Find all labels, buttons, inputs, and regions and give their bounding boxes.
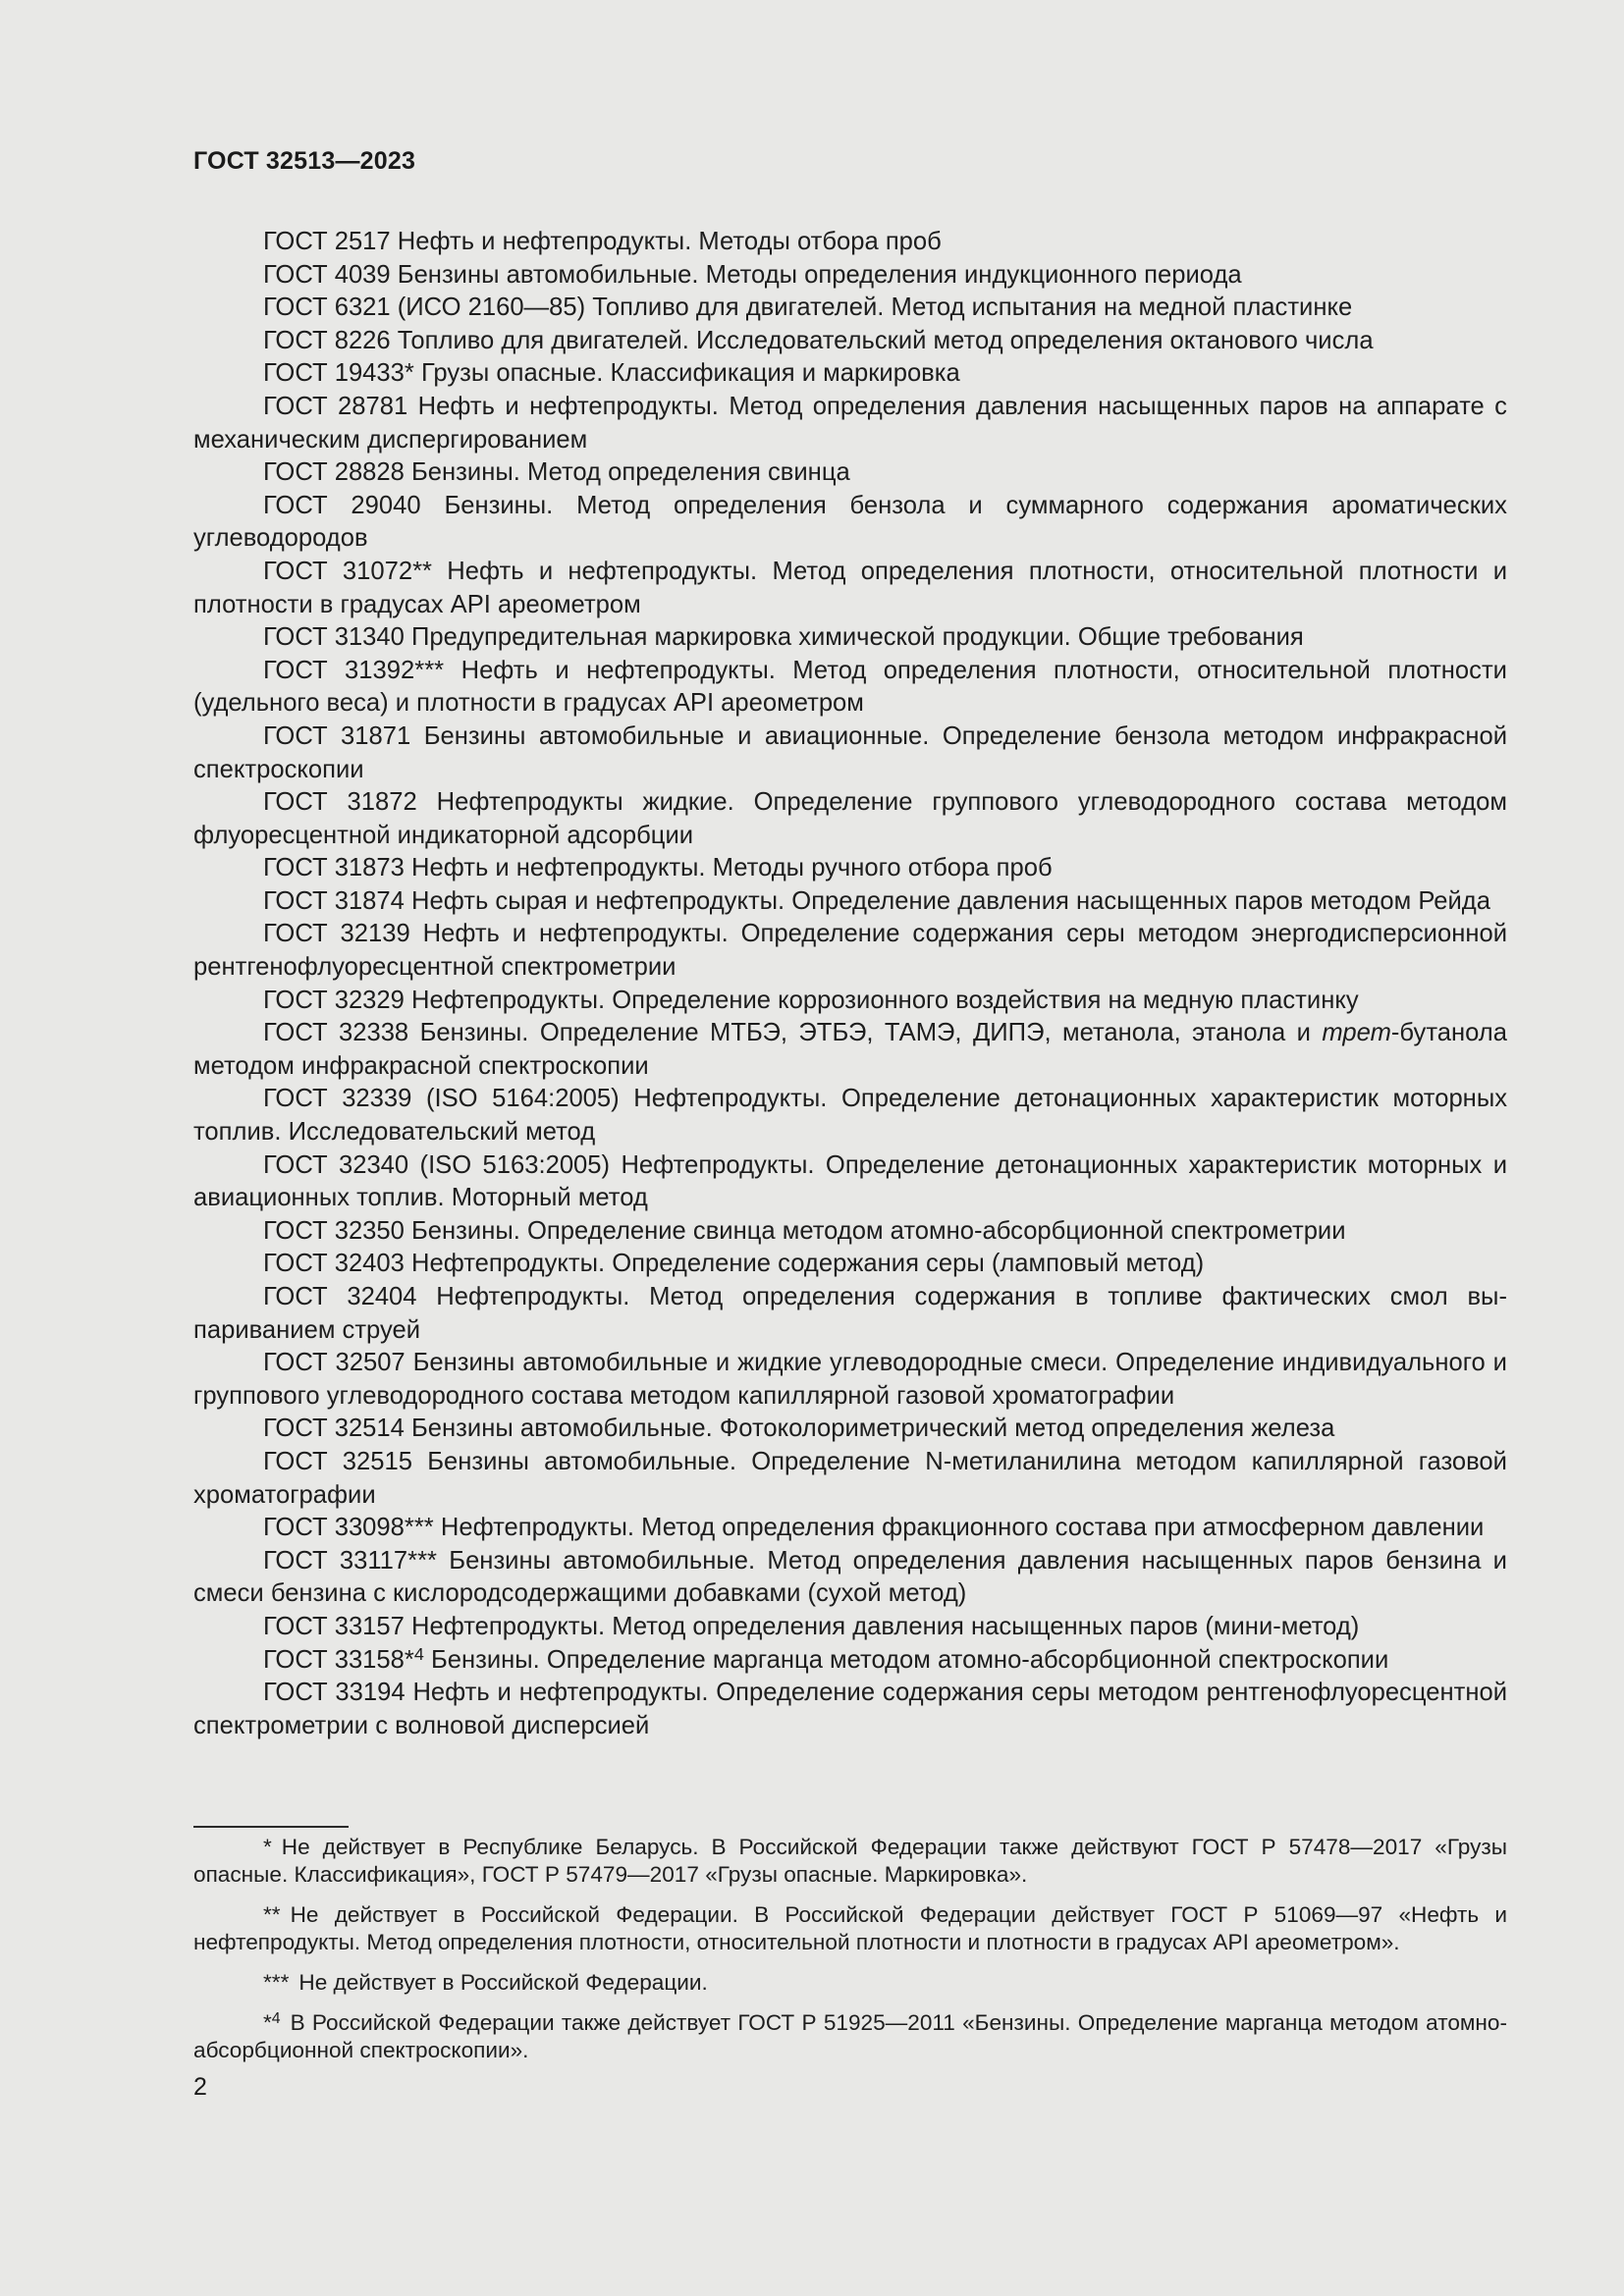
reference-item [193, 1413, 1507, 1446]
reference-code: ГОСТ 28828 [263, 458, 405, 487]
reference-code: ГОСТ 28781 [263, 392, 408, 420]
footnote [193, 1834, 1507, 1889]
reference-code: ГОСТ 31072 [263, 557, 413, 585]
reference-title: Нефть и нефтепродукты. Определение содержания серы методом рентгенофлуоресцентной спектрометрии с волновой дисперсией [193, 1679, 1507, 1739]
footnote-mark: ** [263, 1902, 281, 1927]
footnote-mark: *** [414, 656, 445, 684]
reference-item [193, 1611, 1507, 1644]
reference-title: Бензины автомобильные и авиационные. Определение бензола методом инфракрасной спектроскопии [193, 721, 1507, 783]
reference-code: ГОСТ 32515 [263, 1447, 412, 1475]
reference-item [193, 1017, 1507, 1083]
reference-item [193, 490, 1507, 556]
reference-code: ГОСТ 31872 [263, 788, 417, 817]
reference-title: Бензины автомобильные и жидкие углеводородные смеси. Определение индивидуального и группового углеводородного состава методом капиллярной газовой хроматографии [193, 1349, 1507, 1410]
footnote [193, 1969, 1507, 1997]
footnote [193, 2009, 1507, 2064]
reference-code: ГОСТ 32404 [263, 1283, 417, 1310]
reference-item [193, 852, 1507, 885]
reference-item [193, 357, 1507, 391]
reference-code: ГОСТ 33117 [263, 1546, 408, 1575]
footnote-mark: *** [407, 1546, 438, 1575]
reference-item [193, 1248, 1507, 1281]
reference-item [193, 456, 1507, 490]
page-number: 2 [193, 2073, 207, 2101]
reference-title: Нефть и нефтепродукты. Определение содержания серы методом энергодисперсионной рентгенофлуоресцентной спектрометрии [193, 920, 1507, 982]
reference-item [193, 1677, 1507, 1742]
reference-code: ГОСТ 31874 [263, 886, 405, 915]
reference-title: Нефтепродукты жидкие. Определение группового углеводородного состава методом флуоресцентной индикаторной адсорбции [193, 788, 1507, 849]
reference-title: Нефтепродукты. Определение содержания серы (ламповый метод) [411, 1250, 1205, 1278]
reference-title: Нефть и нефтепродукты. Методы отбора проб [397, 228, 942, 255]
reference-item [193, 259, 1507, 293]
reference-code: ГОСТ 31392 [263, 656, 415, 684]
footnote-mark: * [263, 1835, 272, 1859]
reference-item [193, 1281, 1507, 1347]
footnote-separator [193, 1826, 349, 1828]
footnote-mark-group [263, 2010, 281, 2035]
reference-code: ГОСТ 32507 [263, 1349, 406, 1377]
reference-code: ГОСТ 4039 [263, 260, 391, 289]
reference-code: ГОСТ 32329 [263, 986, 405, 1014]
reference-title: Нефть и нефтепродукты. Методы ручного отбора проб [411, 854, 1053, 882]
reference-title: Предупредительная маркировка химической продукции. Общие требования [411, 623, 1304, 652]
reference-item [193, 1083, 1507, 1148]
normative-references-list [193, 226, 1507, 1742]
reference-item [193, 721, 1507, 786]
reference-code: ГОСТ 32403 [263, 1250, 405, 1278]
footnote-mark: * [404, 1645, 414, 1674]
reference-item [193, 655, 1507, 721]
reference-item [193, 1347, 1507, 1413]
reference-title: Нефть и нефтепродукты. Метод определения плотности, относительной плотности и плотности в градусах API ареометром [193, 557, 1507, 618]
reference-code: ГОСТ 32350 [263, 1216, 405, 1245]
reference-code: ГОСТ 33157 [263, 1612, 405, 1640]
reference-title: Нефть и нефтепродукты. Метод определения плотности, относительной плотности (удельного веса) и плотности в градусах API ареометром [193, 656, 1507, 718]
reference-item [193, 985, 1507, 1018]
reference-item [193, 292, 1507, 325]
footnote-mark: *** [404, 1514, 434, 1542]
reference-item [193, 1644, 1507, 1678]
document-header: ГОСТ 32513—2023 [193, 147, 416, 175]
footnote-mark: ** [412, 557, 432, 585]
reference-item [193, 391, 1507, 456]
reference-title: Бензины. Определение МТБЭ, ЭТБЭ, ТАМЭ, ДИПЭ, метанола, этанола и [419, 1019, 1323, 1047]
reference-title: Нефтепродукты. Определение коррозионного воздействия на медную пластинку [411, 986, 1359, 1014]
reference-title: Грузы опасные. Классификация и маркировка [420, 359, 960, 388]
reference-code: ГОСТ 33158 [263, 1645, 405, 1674]
reference-code: ГОСТ 31340 [263, 623, 405, 652]
reference-title: Нефтепродукты. Метод определения давления насыщенных паров (мини-метод) [411, 1612, 1360, 1640]
reference-item [193, 918, 1507, 984]
footnote-text: Не действует в Республике Беларусь. В Российской Федерации также действуют ГОСТ Р 57478—2017 «Грузы опасные. Классификация», ГОСТ Р 57479—2017 «Грузы опасные. Маркировка». [193, 1835, 1507, 1887]
footnote-mark: * [263, 2010, 272, 2035]
reference-title: Топливо для двигателей. Метод испытания на медной пластинке [592, 294, 1353, 322]
reference-title: Бензины автомобильные. Метод определения давления насыщенных паров бензина и смеси бензина с кислородсодержащими добавками (сухой метод) [193, 1546, 1507, 1608]
footnote-text: Не действует в Российской Федерации. В Российской Федерации действует ГОСТ Р 51069—97 «Нефть и нефтепродукты. Метод определения плотности, относительной плотности и плотности в градусах API ареометром». [193, 1902, 1507, 1954]
reference-item [193, 556, 1507, 621]
reference-code: ГОСТ 32514 [263, 1415, 405, 1443]
footnote-text: Не действует в Российской Федерации. [298, 1970, 708, 1995]
reference-title: Нефтепродукты. Определение детонационных характеристик моторных топлив. Исследовательский метод [193, 1085, 1508, 1147]
reference-item [193, 786, 1507, 852]
reference-code: ГОСТ 32139 [263, 920, 410, 948]
reference-title: Бензины автомобильные. Фотоколориметрический метод определения железа [411, 1415, 1335, 1443]
reference-title: Нефтепродукты. Метод определения фракционного состава при атмосферном давлении [440, 1514, 1485, 1542]
reference-title: Топливо для двигателей. Исследовательский метод определения октанового числа [397, 326, 1374, 354]
reference-item [193, 885, 1507, 919]
reference-code: ГОСТ 19433 [263, 359, 405, 388]
reference-code: ГОСТ 32340 (ISO 5163:2005) [263, 1150, 611, 1179]
reference-code: ГОСТ 6321 (ИСО 2160—85) [263, 294, 586, 322]
reference-item [193, 1512, 1507, 1545]
reference-title: Бензины. Метод определения свинца [411, 458, 850, 487]
reference-code: ГОСТ 32338 [263, 1019, 409, 1047]
reference-code: ГОСТ 29040 [263, 491, 421, 519]
reference-title: Бензины. Определение марганца методом атомно-абсорбционной спектроскопии [430, 1645, 1389, 1674]
reference-item [193, 1446, 1507, 1512]
reference-code: ГОСТ 31871 [263, 721, 411, 750]
reference-title: Бензины автомобильные. Методы определения индукционного периода [397, 260, 1242, 289]
reference-title: Нефтепродукты. Определение детонационных характеристик моторных и авиационных топлив. Моторный метод [193, 1150, 1507, 1212]
reference-code: ГОСТ 33194 [263, 1679, 406, 1707]
reference-code: ГОСТ 32339 (ISO 5164:2005) [263, 1085, 620, 1113]
reference-item [193, 621, 1507, 655]
reference-title-continued: -бутанола методом инфракрасной спектроскопии [193, 1019, 1507, 1080]
footnote [193, 1901, 1507, 1956]
footnote-text: В Российской Федерации также действует ГОСТ Р 51925—2011 «Бензины. Определение марганца методом атомно-абсорбционной спектроскопии». [193, 2010, 1507, 2062]
footnote-mark-number: 4 [271, 2009, 281, 2027]
reference-title: Бензины. Определение свинца методом атомно-абсорбционной спектрометрии [411, 1216, 1346, 1245]
reference-code: ГОСТ 2517 [263, 228, 391, 255]
reference-item [193, 1545, 1507, 1611]
reference-title: Бензины автомобильные. Определение N-метиланилина методом капиллярной газовой хроматографии [193, 1447, 1507, 1509]
footnote-mark: *** [263, 1970, 290, 1995]
reference-item [193, 1215, 1507, 1249]
reference-code: ГОСТ 8226 [263, 326, 391, 354]
italic-term: трет [1322, 1019, 1391, 1047]
reference-item [193, 1149, 1507, 1215]
reference-code: ГОСТ 33098 [263, 1514, 405, 1542]
reference-title: Нефть и нефтепродукты. Метод определения давления насыщенных паров на аппарате с механическим диспергированием [193, 392, 1507, 454]
reference-code: ГОСТ 31873 [263, 854, 405, 882]
footnote-mark: * [404, 359, 414, 388]
reference-item [193, 226, 1507, 259]
footnotes-list [193, 1834, 1507, 2077]
reference-title: Бензины. Метод определения бензола и суммарного содержания ароматических углеводородов [193, 491, 1507, 553]
footnote-mark-number: 4 [413, 1643, 424, 1664]
reference-title: Нефтепродукты. Метод определения содержания в топливе фактических смол выпариванием струей [193, 1283, 1507, 1344]
reference-item [193, 325, 1507, 358]
reference-title: Нефть сырая и нефтепродукты. Определение давления насыщенных паров методом Рейда [411, 886, 1490, 915]
